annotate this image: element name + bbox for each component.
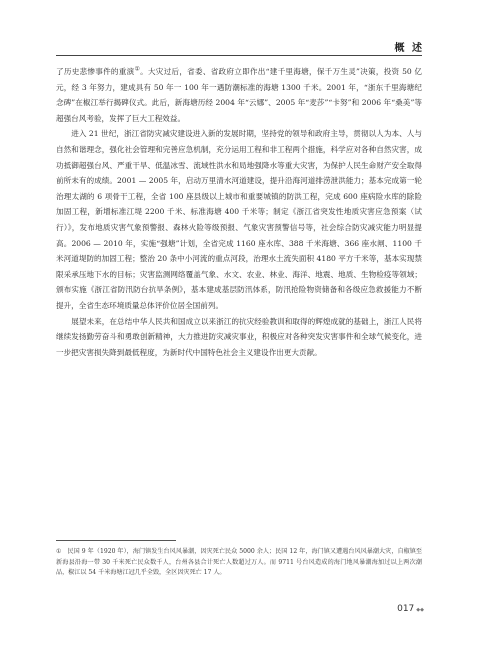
paragraph-2: 进入 21 世纪，浙江省防灾减灾建设进入新的发展时期，坚持党的领导和政府主导，贯彻以人为本、人与自然和谐理念，强化社会管理和完善应急机制，充分运用工程和非工程两个措施，科学应对各种自然灾害，成功抵御超强台风、严重干旱、低温冰雪、流域性洪水和局地强降水等重大灾害，为保护人民生命财产安全取得前所未有的成绩。2001 — 2005 年，启动万里清水河道建设，提升沿海河道排涝泄洪能力；基本完成第一轮治理太湖的 6 项骨干工程，全省 100 座县级以上城市和重要城镇的防洪工程，完成 600 座病险水库的除险加固工程，新增标准江堤 2200 千米、标准海塘 400 千米等；制定《浙江省突发性地质灾害应急预案（试行）》，发布地质灾害气象预警报、森林火险等级预报、气象灾害预警信号等，社会综合防灾减灾能力明显提高。2006 — 2010 年，实施“强塘”计划，全省完成 1160 座水库、388 千米海塘、366 座水闸、1100 千米河道堤防的加固工程；整治 20 条中小河流的重点河段，治理水土流失面积 4180 平方千米等，基本实现禁限采承压地下水的目标；灾害监测网络覆盖气象、水文、农业、林业、海洋、地震、地质、生物检疫等领域；颁布实施《浙江省防汛防台抗旱条例》，基本建成基层防汛体系，防汛抢险物资储备和各级应急救援能力不断提升，全省生态环境质量总体评价位居全国前列。 [56,129,422,310]
page-number-ornament: ◆◆ [416,607,424,613]
header-divider [56,55,422,56]
paragraph-3: 展望未来，在总结中华人民共和国成立以来浙江的抗灾经验教训和取得的辉煌成就的基础上，浙江人民将继续发扬勤劳奋斗和勇敢创新精神，大力推进防灾减灾事业，积极应对各种突发灾害事件和全球气候变化，进一步把灾害损失降到最低程度，为新时代中国特色社会主义建设作出更大贡献。 [56,316,422,357]
body-text [56,64,422,360]
page-number-value: 017 [397,604,415,614]
page-header-title: 概 述 [394,43,424,54]
paragraph-1-rest: 。大灾过后，省委、省政府立即作出“建千里海塘，保千万生灵”决策，投资 50 亿元，经 3 年努力，建成具有 50 年一 100 年一遇防潮标准的海塘 1300 千米。2001 年，“浙东千里海塘纪念碑”在椒江举行揭碑仪式。此后，新海塘历经 2004 年“云娜”、2005 年“麦莎”“卡努”和 2006 年“桑美”等超强台风考验，发挥了巨大工程效益。 [56,67,422,123]
footnote-reference[interactable]: ① [134,65,141,73]
footnote-text: 民国 9 年（1920 年），海门镇发生台风风暴潮，因灾死亡民众 5000 余人；民国 12 年，海门镇又遭遇台风风暴潮大灾，自椒镇至新海县沿海一带 30 千米死亡民众数千人，台州各县合计死亡人数超过万人。而 9711 号台风造成的海门地风暴潮海加过以上两次潮品，椒江以 54 千米海塘江冠几乎全毁，全区因灾死亡 17 人。 [56,548,422,577]
footnote-divider [56,540,176,541]
footnote [56,547,422,579]
paragraph-1 [56,64,422,126]
paragraph-1-start: 了历史悲惨事件的重演 [56,67,135,76]
page-number [397,604,424,614]
footnote-number: ① [56,548,62,555]
